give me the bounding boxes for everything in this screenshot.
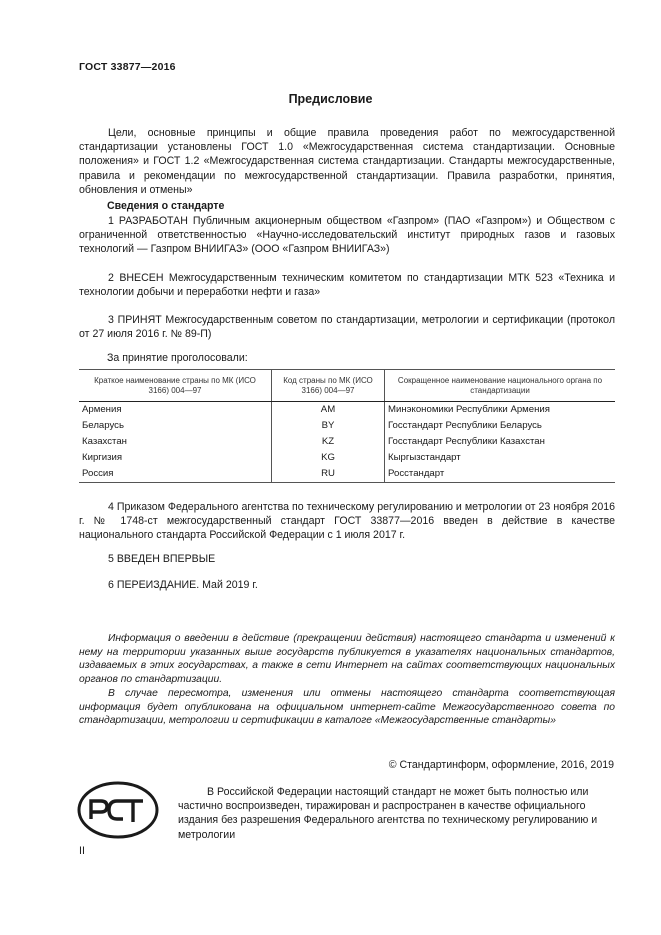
cell-code: RU	[272, 466, 385, 483]
cell-body: Госстандарт Республики Беларусь	[385, 418, 616, 434]
cell-body: Минэкономики Республики Армения	[385, 402, 616, 419]
copyright-line: © Стандартинформ, оформление, 2016, 2019	[388, 759, 614, 771]
page-number: II	[79, 845, 85, 857]
intro-paragraph: Цели, основные принципы и общие правила проведения работ по межгосударственной стандартизации установлены ГОСТ 1.0 «Межгосударственная система стандартизации. Основные положения» и ГОСТ 1.2 «Межгосударственная система стандартизации. Стандарты межгосударственные, правила и рекомендации по межгосударственной стандартизации. Правила разработки, принятия, обновления и отмены»	[79, 127, 615, 196]
table-row	[79, 402, 615, 419]
cell-country: Казахстан	[82, 436, 127, 447]
voting-table	[79, 369, 615, 483]
column-header-code: Код страны по МК (ИСО 3166) 004—97	[272, 370, 385, 402]
item-first-introduced: 5 ВВЕДЕН ВПЕРВЫЕ	[108, 553, 216, 565]
column-header-country: Краткое наименование страны по МК (ИСО 3166) 004—97	[79, 370, 272, 402]
info-paragraph-1: Информация о введении в действие (прекращении действия) настоящего стандарта и изменений к нему на территории указанных выше государств публикуется в указателях национальных стандартов, издаваемых в этих государствах, а также в сети Интернет на сайтах соответствующих национальных органов по стандартизации.	[79, 633, 615, 685]
cell-code: KG	[272, 450, 385, 466]
column-header-body: Сокращенное наименование национального органа по стандартизации	[385, 370, 616, 402]
voted-label: За принятие проголосовали:	[107, 352, 248, 364]
item-developed: 1 РАЗРАБОТАН Публичным акционерным обществом «Газпром» (ПАО «Газпром») и Обществом с ограниченной ответственностью «Научно-исследовательский институт природных газов и газовых технологий — Газпром ВНИИГАЗ» (ООО «Газпром ВНИИГАЗ»)	[79, 215, 615, 256]
cell-code: KZ	[272, 434, 385, 450]
table-row	[79, 434, 615, 450]
about-standard-heading: Сведения о стандарте	[107, 200, 225, 212]
document-number-header: ГОСТ 33877—2016	[79, 61, 176, 73]
item-introduced: 2 ВНЕСЕН Межгосударственным техническим комитетом по стандартизации МТК 523 «Техника и технологии добычи и переработки нефти и газа»	[79, 272, 615, 299]
table-row	[79, 418, 615, 434]
cell-code: AM	[272, 402, 385, 419]
cell-country: Беларусь	[82, 420, 124, 431]
cell-country: Россия	[79, 466, 272, 483]
cell-body: Кыргызстандарт	[385, 450, 616, 466]
item-order: 4 Приказом Федерального агентства по техническому регулированию и метрологии от 23 ноября 2016 г. № 1748-ст межгосударственный стандарт ГОСТ 33877—2016 введен в действие в качестве национального стандарта Российской Федерации с 1 июля 2017 г.	[79, 501, 615, 542]
cell-body: Госстандарт Республики Казахстан	[385, 434, 616, 450]
table-header-row	[79, 370, 615, 402]
cell-body: Росстандарт	[385, 466, 616, 483]
reproduction-notice: В Российской Федерации настоящий стандарт не может быть полностью или частично воспроизведен, тиражирован и распространен в качестве официального издания без разрешения Федерального агентства по техническому регулированию и метрологии	[178, 786, 598, 841]
info-paragraph-2: В случае пересмотра, изменения или отмены настоящего стандарта соответствующая информация будет опубликована на официальном интернет-сайте Межгосударственного совета по стандартизации, метрологии и сертификации в каталоге «Межгосударственные стандарты»	[79, 688, 615, 727]
cell-country: Армения	[82, 404, 122, 415]
table-row	[79, 466, 615, 483]
table-row	[79, 450, 615, 466]
item-reissue: 6 ПЕРЕИЗДАНИЕ. Май 2019 г.	[108, 579, 258, 591]
rst-certification-mark-icon	[77, 781, 159, 839]
cell-country: Киргизия	[82, 452, 123, 463]
cell-code: BY	[272, 418, 385, 434]
page-title: Предисловие	[288, 92, 373, 106]
item-adopted: 3 ПРИНЯТ Межгосударственным советом по стандартизации, метрологии и сертификации (протокол от 27 июля 2016 г. № 89-П)	[79, 314, 615, 341]
